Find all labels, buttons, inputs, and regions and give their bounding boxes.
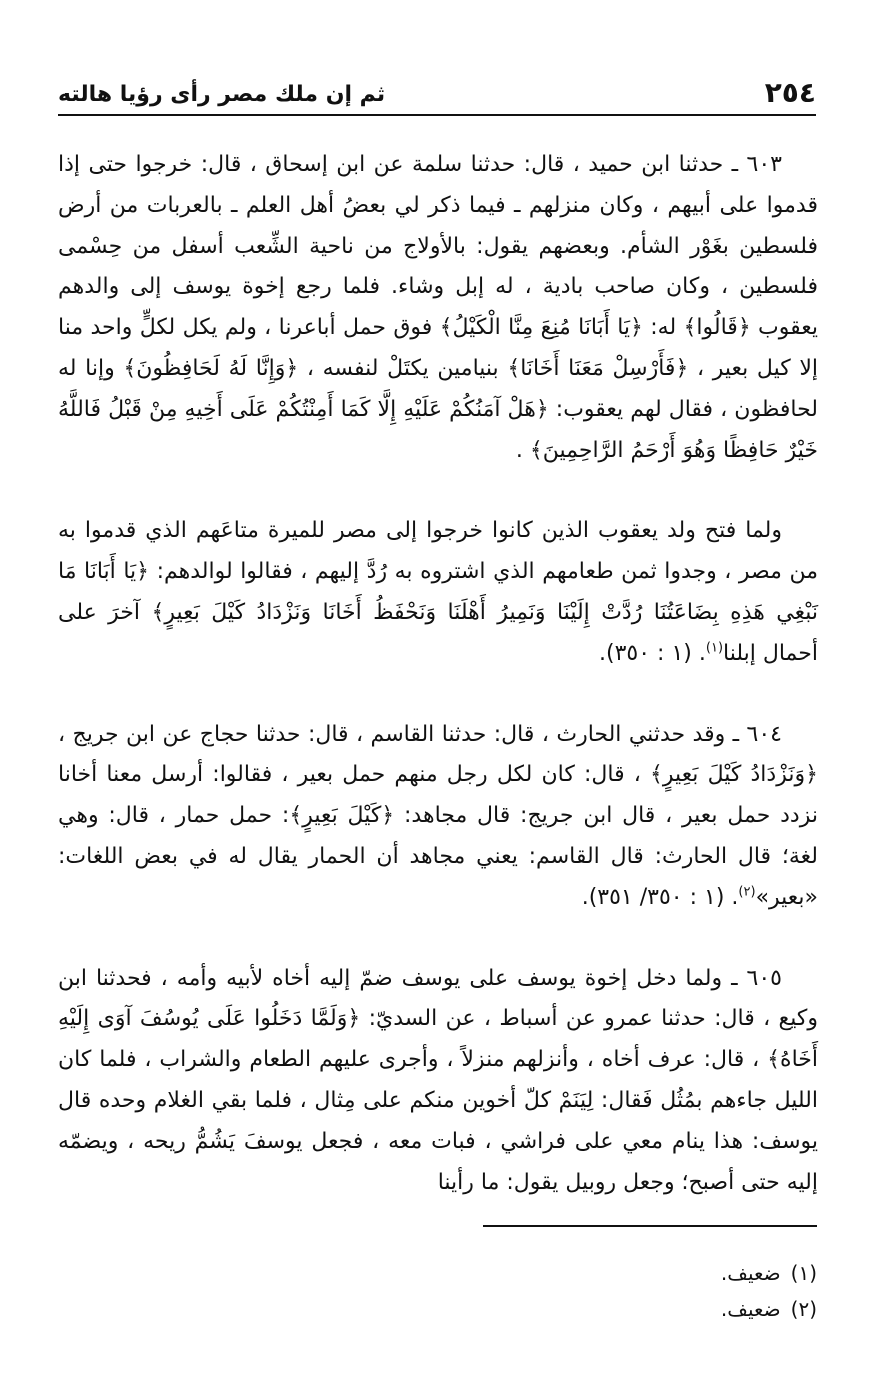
paragraph-text: ولما فتح ولد يعقوب الذين كانوا خرجوا إلى مصر للميرة متاعَهم الذي قدموا به من مصر ، وجدوا ثمن طعامهم الذي اشتروه به رُدَّ إليهم ، فقالوا لوالدهم: ﴿يَا أَبَانَا مَا نَبْغِي هَذِهِ بِضَاعَتُنَا رُدَّتْ إِلَيْنَا وَنَمِيرُ أَهْلَنَا وَنَحْفَظُ أَخَانَا وَنَزْدَادُ كَيْلَ بَعِيرٍ﴾ آخرَ على أحمال إبلنا xyxy=(58,518,818,666)
paragraph-continuation xyxy=(58,511,818,674)
paragraph-text: ٦٠٣ ـ حدثنا ابن حميد ، قال: حدثنا سلمة عن ابن إسحاق ، قال: خرجوا حتى إذا قدموا على أبيهم ، وكان منزلهم ـ فيما ذكر لي بعضُ أهل العلم ـ بالعربات من أرض فلسطين بغَوْر الشأم. وبعضهم يقول: بالأولاج من ناحية الشِّعب أسفل من حِسْمى فلسطين ، وكان صاحب بادية ، له إبل وشاء. فلما رجع إخوة يوسف إلى والدهم يعقوب ﴿قَالُوا﴾ له: ﴿يَا أَبَانَا مُنِعَ مِنَّا الْكَيْلُ﴾ فوق حمل أباعرنا ، ولم يكل لكلٍّ واحد منا إلا كيل بعير ، ﴿فَأَرْسِلْ مَعَنَا أَخَانَا﴾ بنيامين يكتَلْ لنفسه ، ﴿وَإِنَّا لَهُ لَحَافِظُونَ﴾ وإنا له لحافظون ، فقال لهم يعقوب: ﴿هَلْ آمَنُكُمْ عَلَيْهِ إِلَّا كَمَا أَمِنْتُكُمْ عَلَى أَخِيهِ مِنْ قَبْلُ فَاللَّهُ خَيْرٌ حَافِظًا وَهُوَ أَرْحَمُ الرَّاحِمِينَ﴾ . xyxy=(58,152,818,463)
footnote-number: (١) xyxy=(790,1261,817,1285)
paragraph-605 xyxy=(58,959,818,1204)
page-header xyxy=(58,74,816,116)
footnote-reference: (٢) xyxy=(738,884,756,900)
footnote-2 xyxy=(417,1291,817,1327)
footnote-reference: (١) xyxy=(705,640,724,656)
footnote-1 xyxy=(417,1255,817,1291)
paragraph-text: ٦٠٤ ـ وقد حدثني الحارث ، قال: حدثنا القاسم ، قال: حدثنا حجاج عن ابن جريج ، ﴿وَنَزْدَادُ كَيْلَ بَعِيرٍ﴾ ، قال: كان لكل رجل منهم حمل بعير ، فقالوا: أرسل معنا أخانا نزدد حمل بعير ، قال ابن جريج: قال مجاهد: ﴿كَيْلَ بَعِيرٍ﴾: حمل حمار ، قال: وهي لغة؛ قال الحارث: قال القاسم: يعني مجاهد أن الحمار يقال له في بعض اللغات: «بعير» xyxy=(58,721,818,910)
paragraph-604 xyxy=(58,715,818,919)
footnote-number: (٢) xyxy=(790,1297,817,1321)
paragraph-603 xyxy=(58,145,818,471)
paragraph-text: ٦٠٥ ـ ولما دخل إخوة يوسف على يوسف ضمّ إليه أخاه لأبيه وأمه ، فحدثنا ابن وكيع ، قال: حدثنا عمرو عن أسباط ، عن السديّ: ﴿وَلَمَّا دَخَلُوا عَلَى يُوسُفَ آوَى إِلَيْهِ أَخَاهُ﴾ ، قال: عرف أخاه ، وأنزلهم منزلاً ، وأجرى عليهم الطعام والشراب ، فلما كان الليل جاءهم بمُثُل فَقال: لِيَنَمْ كلّ أخوين منكم على مِثال ، فلما بقي الغلام وحده قال يوسف: هذا ينام معي على فراشي ، فبات معه ، فجعل يوسفَ يَشُمُّ ريحه ، ويضمّه إليه حتى أصبح؛ وجعل روبيل يقول: ما رأينا xyxy=(58,965,818,1195)
footnotes xyxy=(417,1255,817,1327)
page-body xyxy=(58,145,818,1203)
paragraph-citation: . (١ : ٣٥٠/ ٣٥١). xyxy=(581,884,739,910)
paragraph-citation: . (١ : ٣٥٠). xyxy=(599,640,706,666)
footnote-separator xyxy=(483,1225,817,1227)
footnote-text: ضعيف. xyxy=(720,1261,781,1285)
running-title: ثم إن ملك مصر رأى رؤيا هالته xyxy=(58,82,386,107)
page-number: ٢٥٤ xyxy=(764,76,816,109)
footnote-text: ضعيف. xyxy=(720,1297,781,1321)
